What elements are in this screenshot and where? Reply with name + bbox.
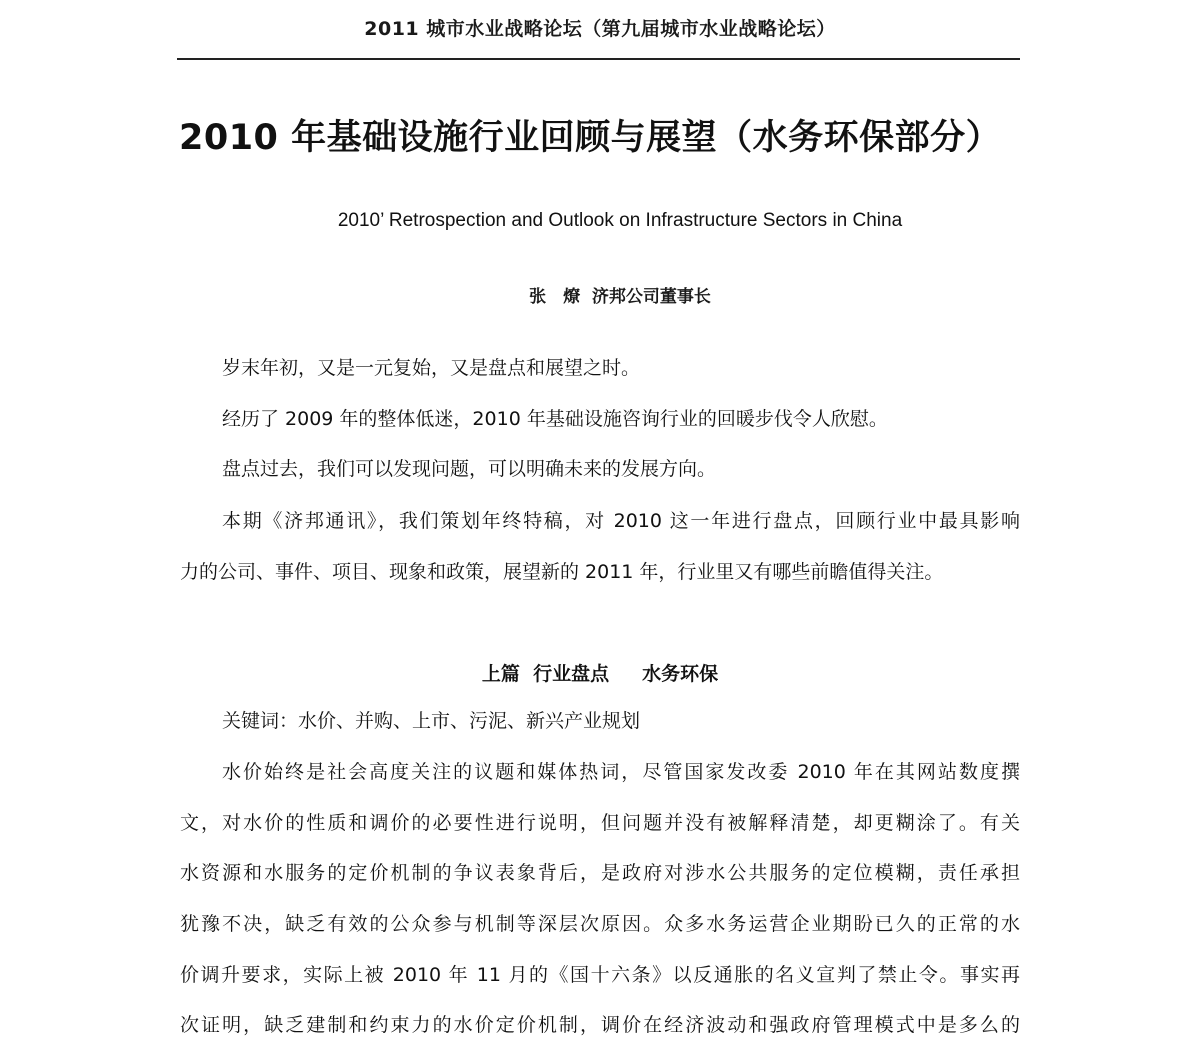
body-line: 价调升要求，实际上被 2010 年 11 月的《国十六条》以反通胀的名义宣判了禁止令。事实再 (180, 964, 1020, 986)
article-title: 2010 年基础设施行业回顾与展望（水务环保部分） (179, 118, 1002, 158)
section-heading: 上篇 行业盘点 水务环保 (481, 663, 719, 685)
intro-paragraph-3: 盘点过去，我们可以发现问题，可以明确未来的发展方向。 (222, 458, 717, 480)
intro-paragraph-4-line-2: 力的公司、事件、项目、现象和政策，展望新的 2011 年，行业里又有哪些前瞻值得关注。 (180, 561, 944, 583)
body-line: 水资源和水服务的定价机制的争议表象背后，是政府对涉水公共服务的定位模糊，责任承担 (180, 862, 1020, 884)
author-line: 张 燎 济邦公司董事长 (529, 287, 711, 307)
body-line: 犹豫不决，缺乏有效的公众参与机制等深层次原因。众多水务运营企业期盼已久的正常的水 (180, 913, 1020, 935)
intro-paragraph-2: 经历了 2009 年的整体低迷，2010 年基础设施咨询行业的回暖步伐令人欣慰。 (222, 408, 888, 430)
intro-paragraph-1: 岁末年初，又是一元复始，又是盘点和展望之时。 (222, 357, 641, 379)
intro-paragraph-4-line-1: 本期《济邦通讯》，我们策划年终特稿，对 2010 这一年进行盘点，回顾行业中最具影响 (222, 510, 1020, 532)
header-divider (177, 58, 1020, 60)
keywords-line: 关键词：水价、并购、上市、污泥、新兴产业规划 (222, 710, 641, 732)
body-line: 次证明，缺乏建制和约束力的水价定价机制，调价在经济波动和强政府管理模式中是多么的 (180, 1014, 1020, 1036)
running-header: 2011 城市水业战略论坛（第九届城市水业战略论坛） (364, 18, 836, 40)
body-line: 文，对水价的性质和调价的必要性进行说明，但问题并没有被解释清楚，却更糊涂了。有关 (180, 812, 1020, 834)
body-line: 水价始终是社会高度关注的议题和媒体热词，尽管国家发改委 2010 年在其网站数度撰 (222, 761, 1020, 783)
english-subtitle: 2010’ Retrospection and Outlook on Infrastructure Sectors in China (337, 210, 903, 231)
